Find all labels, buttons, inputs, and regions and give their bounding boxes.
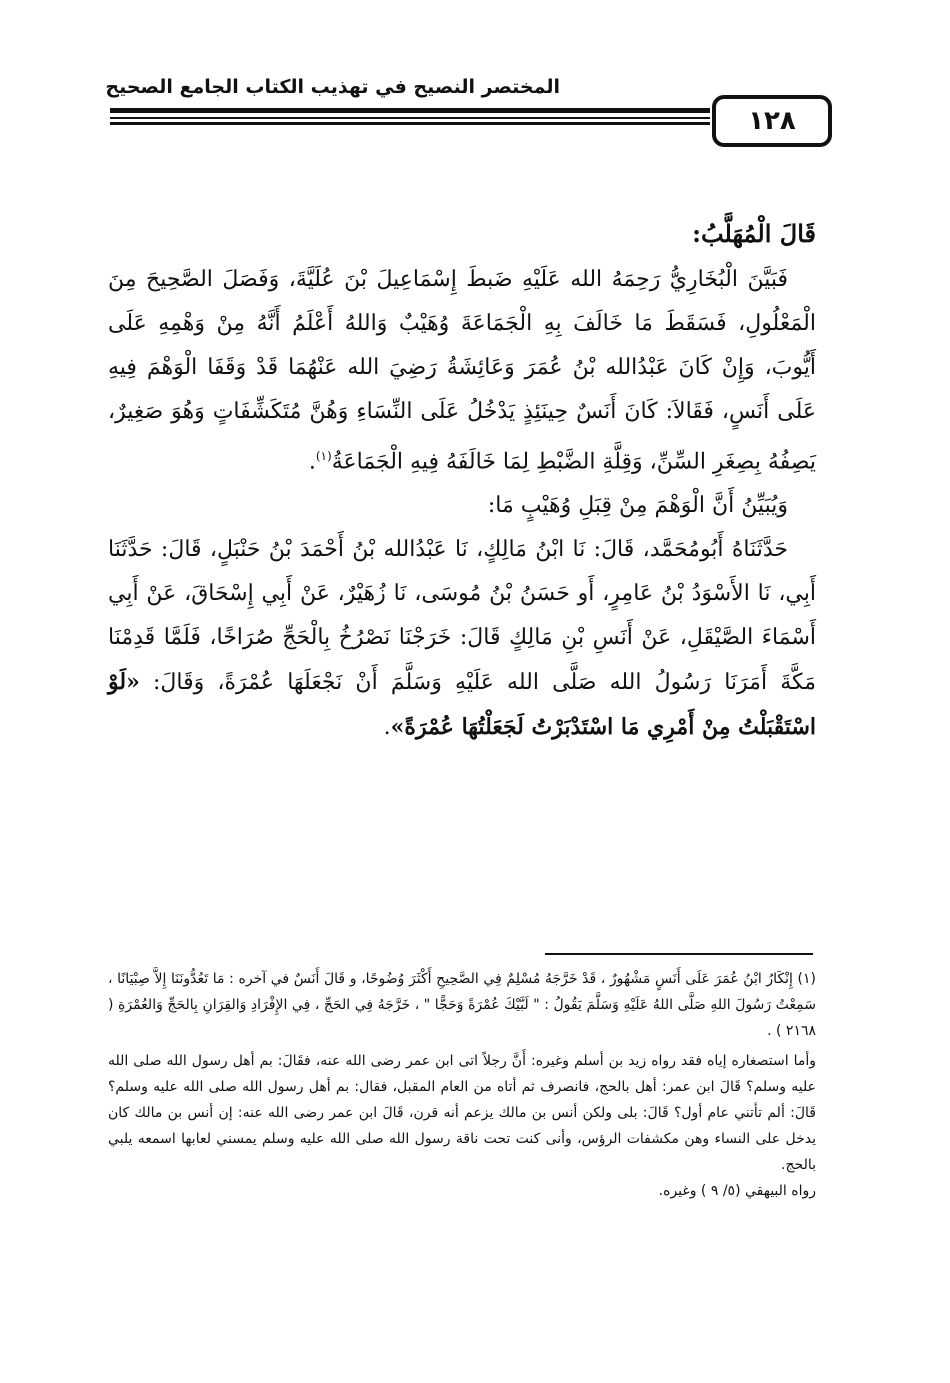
header-rule-top [110, 108, 710, 113]
paragraph-3 [108, 528, 816, 750]
hadith-quote: «لَوْ اسْتَقْبَلْتُ مِنْ أَمْرِي مَا اسْتَدْبَرْتُ لَجَعَلْتُهَا عُمْرَةً» [108, 669, 816, 741]
footnote-1-source: رواه البيهقي (٥/ ٩ ) وغيره. [658, 1183, 816, 1199]
footnote-1-continuation: وأما استصغاره إياه فقد رواه زيد بن أسلم وغيره: أَنَّ رجلاً اتى ابن عمر رضى الله عنه، فقَالَ: بم أهل رسول الله صلى الله عليه وسلم؟ قَالَ ابن عمر: أهل بالحج، فانصرف ثم أتاه من العام المقبل، فقال: بم أهل رسول الله صلى الله عليه وسلم؟ قَالَ: ألم تأتني عام أول؟ قَالَ: بلى ولكن أنس بن مالك يزعم أنه قرن، قَالَ ابن عمر رضى الله عنه: إن أنس بن مالك كان يدخل على النساء وهن مكشفات الرؤس، وأنى كنت تحت ناقة رسول الله صلى الله عليه وسلم يمسني لعابها اسمعه يلبي بالحج. [108, 1053, 816, 1173]
paragraph-3-end: . [383, 715, 391, 741]
running-header-title: المختصر النصيح في تهذيب الكتاب الجامع الصحيح [105, 76, 560, 98]
footnote-1: (١) إِنْكَارُ ابْنُ عُمَرَ عَلَى أَنَسٍ مَشْهُورٌ ، قَدْ خَرَّجَهُ مُسْلِمٌ فِي الصَّحِيحِ أَكْثَرَ وُضُوحًا، و قَالَ أَنَسٌ في آخره : مَا تَعُدُّونَنَا إِلاَّ صِبْيَانًا ، سَمِعْتُ رَسُولَ اللهِ صَلَّى اللهُ عَلَيْهِ وَسَلَّمَ يَقُولُ : " لَبَّيْكَ عُمْرَةً وَحَجًّا " ، خَرَّجَهُ فِي الحَجِّ ، فِي الإِفْرَادِ وَالقِرَانِ بِالحَجِّ وَالعُمْرَةِ ( ٢١٦٨ ) . [108, 971, 816, 1039]
header-rule-bottom [110, 122, 710, 125]
main-text [108, 212, 816, 750]
paragraph-3-text: حَدَّثَنَاهُ أَبُومُحَمَّد، قَالَ: نَا ابْنُ مَالِكٍ، نَا عَبْدُالله بْنُ أَحْمَدَ بْنُ حَنْبَلٍ، قَالَ: حَدَّثَنَا أَبِي، نَا الأَسْوَدُ بْنُ عَامِرٍ، أَو حَسَنُ بْنُ مُوسَى، نَا زُهَيْرٌ، عَنْ أَبِي إِسْحَاقَ، عَنْ أَبِي أَسْمَاءَ الصَّيْقَلِ، عَنْ أَنَسِ بْنِ مَالِكٍ قَالَ: خَرَجْنَا نَصْرُخُ بِالْحَجِّ صُرَاخًا، فَلَمَّا قَدِمْنَا مَكَّةَ أَمَرَنَا رَسُولُ الله صَلَّى الله عَلَيْهِ وَسَلَّمَ أَنْ نَجْعَلَهَا عُمْرَةً، وَقَالَ: [108, 537, 816, 696]
section-heading: قَالَ الْمُهَلَّبُ: [692, 219, 816, 248]
header-rule-middle [110, 117, 710, 119]
paragraph-1-text: فَبَيَّنَ الْبُخَارِيُّ رَحِمَهُ الله عَلَيْهِ ضَبطَ إِسْمَاعِيلَ بْنَ عُلَيَّةَ، وَفَصَلَ الصَّحِيحَ مِنَ الْمَعْلُولِ، فَسَقَطَ مَا خَالَفَ بِهِ الْجَمَاعَةَ وُهَيْبٌ وَاللهُ أَعْلَمُ أَنَّهُ مِنْ وَهْمِهِ عَلَى أَيُّوبَ، وَإِنْ كَانَ عَبْدُالله بْنُ عُمَرَ وَعَائِشَةُ رَضِيَ الله عَنْهُمَا قَدْ وَقَفَا الْوَهْمَ فِيهِ عَلَى أَنَسٍ، فَقَالاَ: كَانَ أَنَسٌ حِينَئِذٍ يَدْخُلُ عَلَى النِّسَاءِ وَهُنَّ مُتَكَشِّفَاتٍ وَهُوَ صَغِيرٌ، يَصِفُهُ بِصِغَرِ السِّنِّ، وَقِلَّةِ الضَّبْطِ لِمَا خَالَفَهُ فِيهِ الْجَمَاعَةُ [108, 267, 816, 475]
paragraph-2: وَيُبَيِّنُ أَنَّ الْوَهْمَ مِنْ قِبَلِ وُهَيْبٍ مَا: [487, 493, 788, 519]
footnote-separator [545, 953, 813, 955]
page-number: ١٢٨ [748, 106, 796, 136]
page-number-box [712, 95, 832, 147]
paragraph-1-end: . [308, 449, 316, 475]
footnotes [108, 966, 816, 1204]
paragraph-1 [108, 258, 816, 484]
footnote-marker: (١) [315, 449, 332, 463]
